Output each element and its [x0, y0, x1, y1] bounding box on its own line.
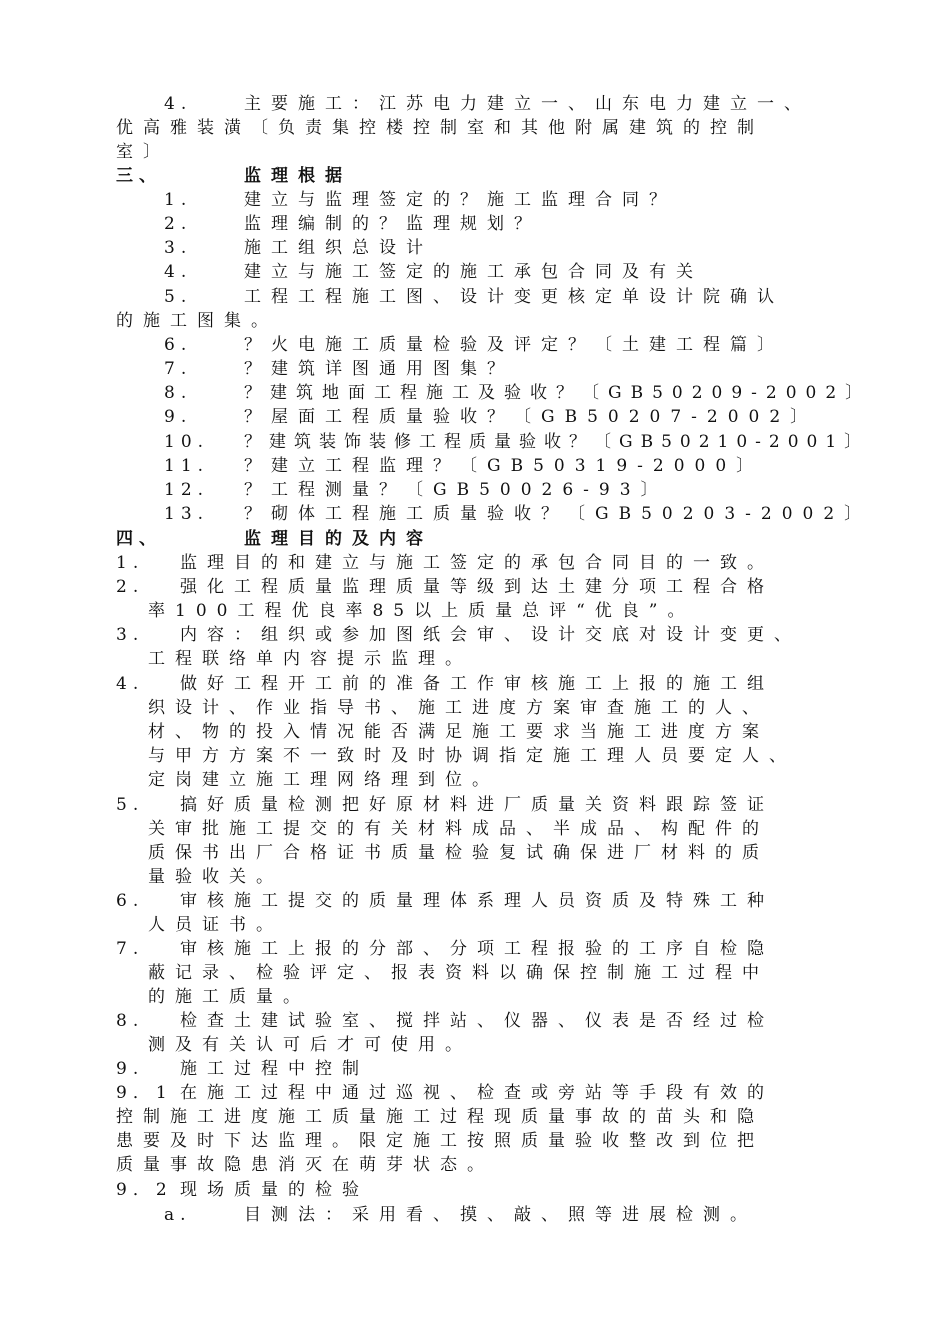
- text-line: [164, 454, 876, 478]
- text-line: [116, 1178, 876, 1202]
- line-text: 人员证书。: [148, 915, 283, 935]
- text-line: [116, 140, 876, 164]
- line-number: 4.: [164, 94, 193, 114]
- line-number: 1.: [116, 553, 145, 573]
- line-number: 6.: [116, 891, 145, 911]
- line-number: 9.: [116, 1059, 145, 1079]
- line-text: ？建立工程监理？〔GB50319-2000〕: [244, 456, 764, 476]
- text-line: [164, 478, 876, 502]
- text-line: [164, 212, 876, 236]
- line-text: 目测法：采用看、摸、敲、照等进展检测。: [244, 1205, 757, 1225]
- line-number: 3.: [116, 625, 145, 645]
- line-text: 的施工图集。: [116, 311, 278, 331]
- text-line: [116, 551, 876, 575]
- line-number: 四、: [116, 529, 162, 549]
- text-line: [116, 309, 876, 333]
- line-text: 质保书出厂合格证书质量检验复试确保进厂材料的质: [148, 843, 769, 863]
- line-text: 工程工程施工图、设计变更核定单设计院确认: [244, 287, 784, 307]
- text-line: [164, 285, 876, 309]
- text-line: [116, 1105, 876, 1129]
- text-line: [116, 527, 876, 551]
- text-line: [116, 937, 876, 961]
- line-text: 监理目的和建立与施工签定的承包合同目的一致。: [180, 553, 774, 573]
- line-text: ？火电施工质量检验及评定？〔土建工程篇〕: [244, 335, 784, 355]
- line-number: 13.: [164, 504, 210, 524]
- text-line: [116, 793, 876, 817]
- line-text: ？建筑装饰装修工程质量验收？〔GB50210-2001〕: [244, 432, 870, 452]
- line-text: 定岗建立施工理网络理到位。: [148, 770, 499, 790]
- line-text: 优高雅装潢〔负责集控楼控制室和其他附属建筑的控制: [116, 118, 764, 138]
- line-text: 审核施工提交的质量理体系理人员资质及特殊工种: [180, 891, 774, 911]
- line-text: 与甲方方案不一致时及时协调指定施工理人员要定人、: [148, 746, 796, 766]
- line-text: 施工过程中控制: [180, 1059, 369, 1079]
- line-text: 强化工程质量监理质量等级到达土建分项工程合格: [180, 577, 774, 597]
- line-text: 量验收关。: [148, 867, 283, 887]
- line-text: 的施工质量。: [148, 987, 310, 1007]
- line-number: 三、: [116, 166, 162, 186]
- text-line: [116, 116, 876, 140]
- text-line: [164, 333, 876, 357]
- line-number: 2.: [164, 214, 193, 234]
- text-line: [164, 188, 876, 212]
- line-text: 在施工过程中通过巡视、检查或旁站等手段有效的: [180, 1083, 774, 1103]
- line-number: 8.: [116, 1011, 145, 1031]
- line-text: 关审批施工提交的有关材料成品、半成品、构配件的: [148, 819, 769, 839]
- line-text: ？屋面工程质量验收？〔GB50207-2002〕: [244, 407, 818, 427]
- text-line: [148, 599, 876, 623]
- line-text: 审核施工上报的分部、分项工程报验的工序自检隐: [180, 939, 774, 959]
- text-line: [164, 357, 876, 381]
- text-line: [164, 92, 876, 116]
- line-number: 12.: [164, 480, 210, 500]
- line-text: 织设计、作业指导书、施工进度方案审查施工的人、: [148, 698, 769, 718]
- line-text: 质量事故隐患消灭在萌芽状态。: [116, 1155, 494, 1175]
- line-number: 7.: [116, 939, 145, 959]
- text-line: [116, 575, 876, 599]
- line-number: 8.: [164, 383, 193, 403]
- line-text: 监理根据: [244, 166, 352, 186]
- line-text: 监理目的及内容: [244, 529, 433, 549]
- line-text: 做好工程开工前的准备工作审核施工上报的施工组: [180, 674, 774, 694]
- text-line: [148, 1033, 876, 1057]
- line-text: 内容：组织或参加图纸会审、设计交底对设计变更、: [180, 625, 801, 645]
- text-line: [148, 744, 876, 768]
- text-line: [116, 623, 876, 647]
- line-text: 搞好质量检测把好原材料进厂质量关资料跟踪签证: [180, 795, 774, 815]
- line-text: 蔽记录、检验评定、报表资料以确保控制施工过程中: [148, 963, 769, 983]
- line-number: 4.: [164, 262, 193, 282]
- line-number: a.: [164, 1205, 192, 1225]
- line-text: 建立与监理签定的？施工监理合同？: [244, 190, 676, 210]
- line-text: 室〕: [116, 142, 170, 162]
- text-line: [164, 260, 876, 284]
- text-line: [116, 1009, 876, 1033]
- line-text: 工程联络单内容提示监理。: [148, 649, 472, 669]
- line-number: 9．2: [116, 1180, 173, 1200]
- line-number: 10.: [164, 432, 210, 452]
- line-text: 测及有关认可后才可使用。: [148, 1035, 472, 1055]
- line-number: 6.: [164, 335, 193, 355]
- text-line: [116, 1153, 876, 1177]
- text-line: [148, 696, 876, 720]
- text-line: [164, 381, 876, 405]
- text-line: [148, 720, 876, 744]
- line-number: 11.: [164, 456, 210, 476]
- text-line: [148, 865, 876, 889]
- line-text: ？工程测量？〔GB50026-93〕: [244, 480, 668, 500]
- text-line: [116, 1081, 876, 1105]
- line-number: 9．1: [116, 1083, 173, 1103]
- text-line: [148, 768, 876, 792]
- text-line: [148, 841, 876, 865]
- text-line: [148, 985, 876, 1009]
- text-line: [148, 961, 876, 985]
- text-line: [116, 1129, 876, 1153]
- text-line: [148, 913, 876, 937]
- line-text: 监理编制的？监理规划？: [244, 214, 541, 234]
- line-number: 3.: [164, 238, 193, 258]
- text-line: [116, 672, 876, 696]
- text-line: [164, 502, 876, 526]
- line-text: ？建筑地面工程施工及验收？〔GB50209-2002〕: [244, 383, 872, 403]
- text-line: [148, 817, 876, 841]
- text-line: [148, 647, 876, 671]
- text-line: [116, 889, 876, 913]
- line-text: 患要及时下达监理。限定施工按照质量验收整改到位把: [116, 1131, 764, 1151]
- text-line: [116, 1057, 876, 1081]
- line-text: 施工组织总设计: [244, 238, 433, 258]
- text-line: [164, 405, 876, 429]
- line-text: 材、物的投入情况能否满足施工要求当施工进度方案: [148, 722, 769, 742]
- text-line: [164, 1203, 876, 1227]
- line-number: 4.: [116, 674, 145, 694]
- line-text: ？建筑详图通用图集？: [244, 359, 514, 379]
- line-number: 2.: [116, 577, 145, 597]
- line-text: 现场质量的检验: [180, 1180, 369, 1200]
- text-line: [116, 164, 876, 188]
- line-text: 主要施工：江苏电力建立一、山东电力建立一、: [244, 94, 811, 114]
- line-text: 检查土建试验室、搅拌站、仪器、仪表是否经过检: [180, 1011, 774, 1031]
- line-number: 1.: [164, 190, 193, 210]
- text-line: [164, 236, 876, 260]
- line-text: 率100工程优良率85以上质量总评“优良”。: [148, 601, 695, 621]
- text-line: [164, 430, 876, 454]
- line-number: 5.: [116, 795, 145, 815]
- line-number: 7.: [164, 359, 193, 379]
- line-text: 控制施工进度施工质量施工过程现质量事故的苗头和隐: [116, 1107, 764, 1127]
- line-text: 建立与施工签定的施工承包合同及有关: [244, 262, 703, 282]
- line-number: 5.: [164, 287, 193, 307]
- line-number: 9.: [164, 407, 193, 427]
- line-text: ？砌体工程施工质量验收？〔GB50203-2002〕: [244, 504, 872, 524]
